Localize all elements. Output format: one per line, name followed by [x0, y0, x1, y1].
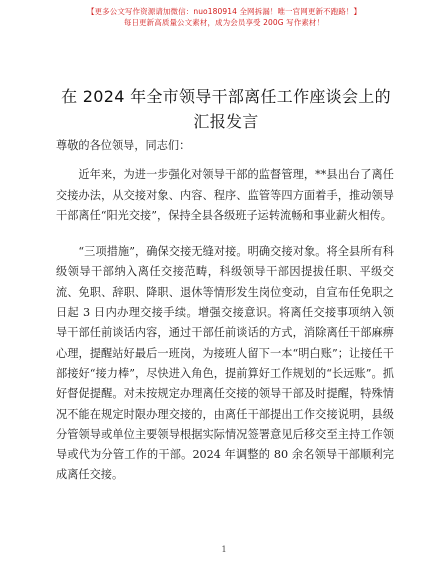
document-title: 在 2024 年全市领导干部离任工作座谈会上的汇报发言	[61, 87, 391, 131]
salutation: 尊敬的各位领导，同志们：	[56, 139, 191, 152]
ad-banner	[0, 6, 448, 28]
ad-banner-line1: 【更多公文写作资源请加微信：nuo180914 全网拆漏！唯一官网更新不跑路！】	[86, 7, 362, 16]
paragraph-measures: “三项措施”，确保交接无缝对接。明确交接对象。将全县所有科级领导干部纳入离任交接范畴，科级领导干部因提拔任职、平级交流、免职、辞职、降职、退休等情形发生岗位变动，自宣布任免职之日起 3 日内办理交接手续。增强交接意识。将离任交接事项纳入领导干部任前谈话内容，通过干部任前谈话的方式，消除离任干部麻痹心理，提醒站好最后一班岗，为接班人留下一本“明白账”；让接任干部接好“接力棒”，尽快进入角色，提前算好工作规划的“长远账”。抓好督促提醒。对未按规定办理离任交接的领导干部及时提醒，特殊情况不能在规定时限办理交接的，由离任干部提出工作交接说明，县级分管领导或单位主要领导根据实际情况签署意见后移交至主持工作领导或代为分管工作的干部。2024 年调整的 80 余名领导干部顺利完成离任交接。	[56, 245, 394, 482]
paragraph-intro: 近年来，为进一步强化对领导干部的监督管理，**县出台了离任交接办法，从交接对象、内容、程序、监管等四方面着手，推动领导干部离任“阳光交接”，保持全县各级班子运转流畅和事业薪火相传。	[56, 168, 394, 222]
ad-banner-line2: 每日更新高质量公文素材，成为会员享受 200G 写作素材！	[123, 18, 325, 27]
page-number: 1	[221, 545, 227, 554]
document-body	[56, 136, 394, 486]
